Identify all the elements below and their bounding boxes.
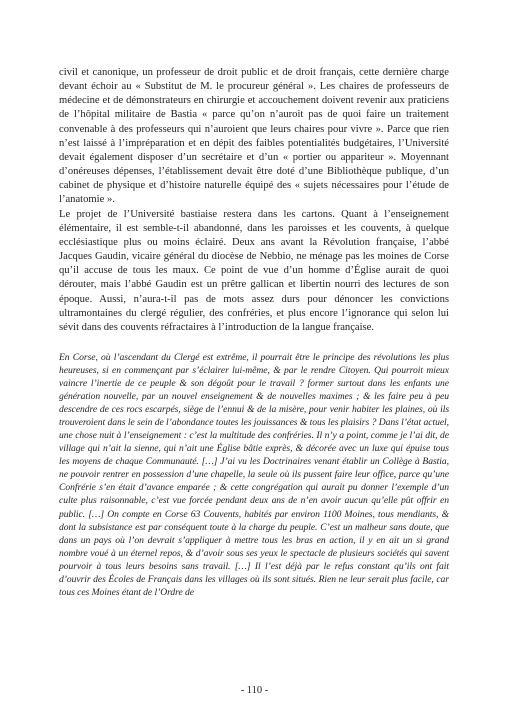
quotation-text: En Corse, où l’ascendant du Clergé est extrême, il pourrait être le principe des révolutions les plus heureuses, si en commençant par s’éclairer lui-même, & par le rendre Citoyen. Qui pourroit mieux vaincre l’inertie de ce peuple & son dégoût pour le travail ? former surtout dans les enfants une génération nouvelle, par un nouvel enseignement & de nouvelles maximes ; & les faire peu à peu descendre de ces rocs escarpés, siège de l’ennui & de la misère, pour venir habiter les plaines, où ils trouveroient dans le sein de l’abondance toutes les jouissances & tous les plaisirs ? Dans l’état actuel, une chose nuit à l’enseignement : c’est la multitude des confréries. Il n’y a point, comme je l’ai dit, de village qui n’ait la sienne, qui n’ait une Église bâtie exprès, & décorée avec un luxe qui épuise tous les moyens de chaque Communauté. […] J’ai vu les Doctrinaires venant établir un Collège à Bastia, ne pouvoir rentrer en possession d’une chapelle, la seule où ils pussent faire leur office, parce qu’une Confrérie s’en était d’avance emparée ; & cette congrégation qui aurait pu donner l’exemple d’un culte plus raisonnable, c’est vue forcée pendant deux ans de n’en avoir aucun qu’elle pût offrir en public. […] On compte en Corse 63 Couvents, habités par environ 1100 Moines, tous mendiants, & dont la subsistance est par conséquent toute à la charge du peuple. C’est un malheur sans doute, que dans un pays où l’on devrait s’appliquer à mettre tous les bras en action, il y en ait un si grand nombre voué à un éternel repos, & d’avoir sous ses yeux le spectacle de plusieurs sociétés qui savent pourvoir à tous leurs besoins sans travail. […] Il l’est déjà par le refus constant qu’ils ont fait d’ouvrir des Écoles de Français dans les villages où ils sont situés. Rien ne leur serait plus facile, car tous ces Moines étant de l’Ordre de — [59, 351, 449, 598]
main-text — [59, 66, 449, 335]
page-number: - 110 - — [240, 685, 269, 696]
paragraph: civil et canonique, un professeur de droit public et de droit français, cette dernière charge devant échoir au « Substitut de M. le procureur général ». Les chaires de professeurs de médecine et de démonstrateurs en chirurgie et accouchement doivent revenir aux praticiens de l’hôpital militaire de Bastia « parce qu’on n’auroit pas de quoi faire un traitement convenable à des professeurs qui n’auroient que leurs chaires pour vivre ». Parce que rien n’est laissé à l’impréparation et en dépit des faibles potentialités budgétaires, l’Université devait également disposer d’un secrétaire et d’un « portier ou appariteur ». Moyennant d’onéreuses dépenses, l’établissement devait être doté d’une Bibliothèque publique, d’un cabinet de physique et d’histoire naturelle équipé des « sujets nécessaires pour l’étude de l’anatomie ». — [59, 67, 449, 206]
paragraph: Le projet de l’Université bastiaise restera dans les cartons. Quant à l’enseignement élémentaire, il est semble-t-il abandonné, dans les paroisses et les couvents, à quelque ecclésiastique plus ou moins éclairé. Deux ans avant la Révolution française, l’abbé Jacques Gaudin, vicaire général du diocèse de Nebbio, ne ménage pas les moines de Corse qu’il accuse de tous les maux. Ce point de vue d’un homme d’Église aurait de quoi dérouter, mais l’abbé Gaudin est un prêtre gallican et libertin nourri des lectures de son époque. Aussi, n’aura-t-il pas de mots assez durs pour dénoncer les convictions ultramontaines du clergé régulier, des confréries, et plus encore l’ignorance qui selon lui sévit dans des couvents réfractaires à l’introduction de la langue française. — [59, 208, 449, 333]
block-quotation — [59, 351, 449, 599]
page-content — [59, 66, 449, 599]
